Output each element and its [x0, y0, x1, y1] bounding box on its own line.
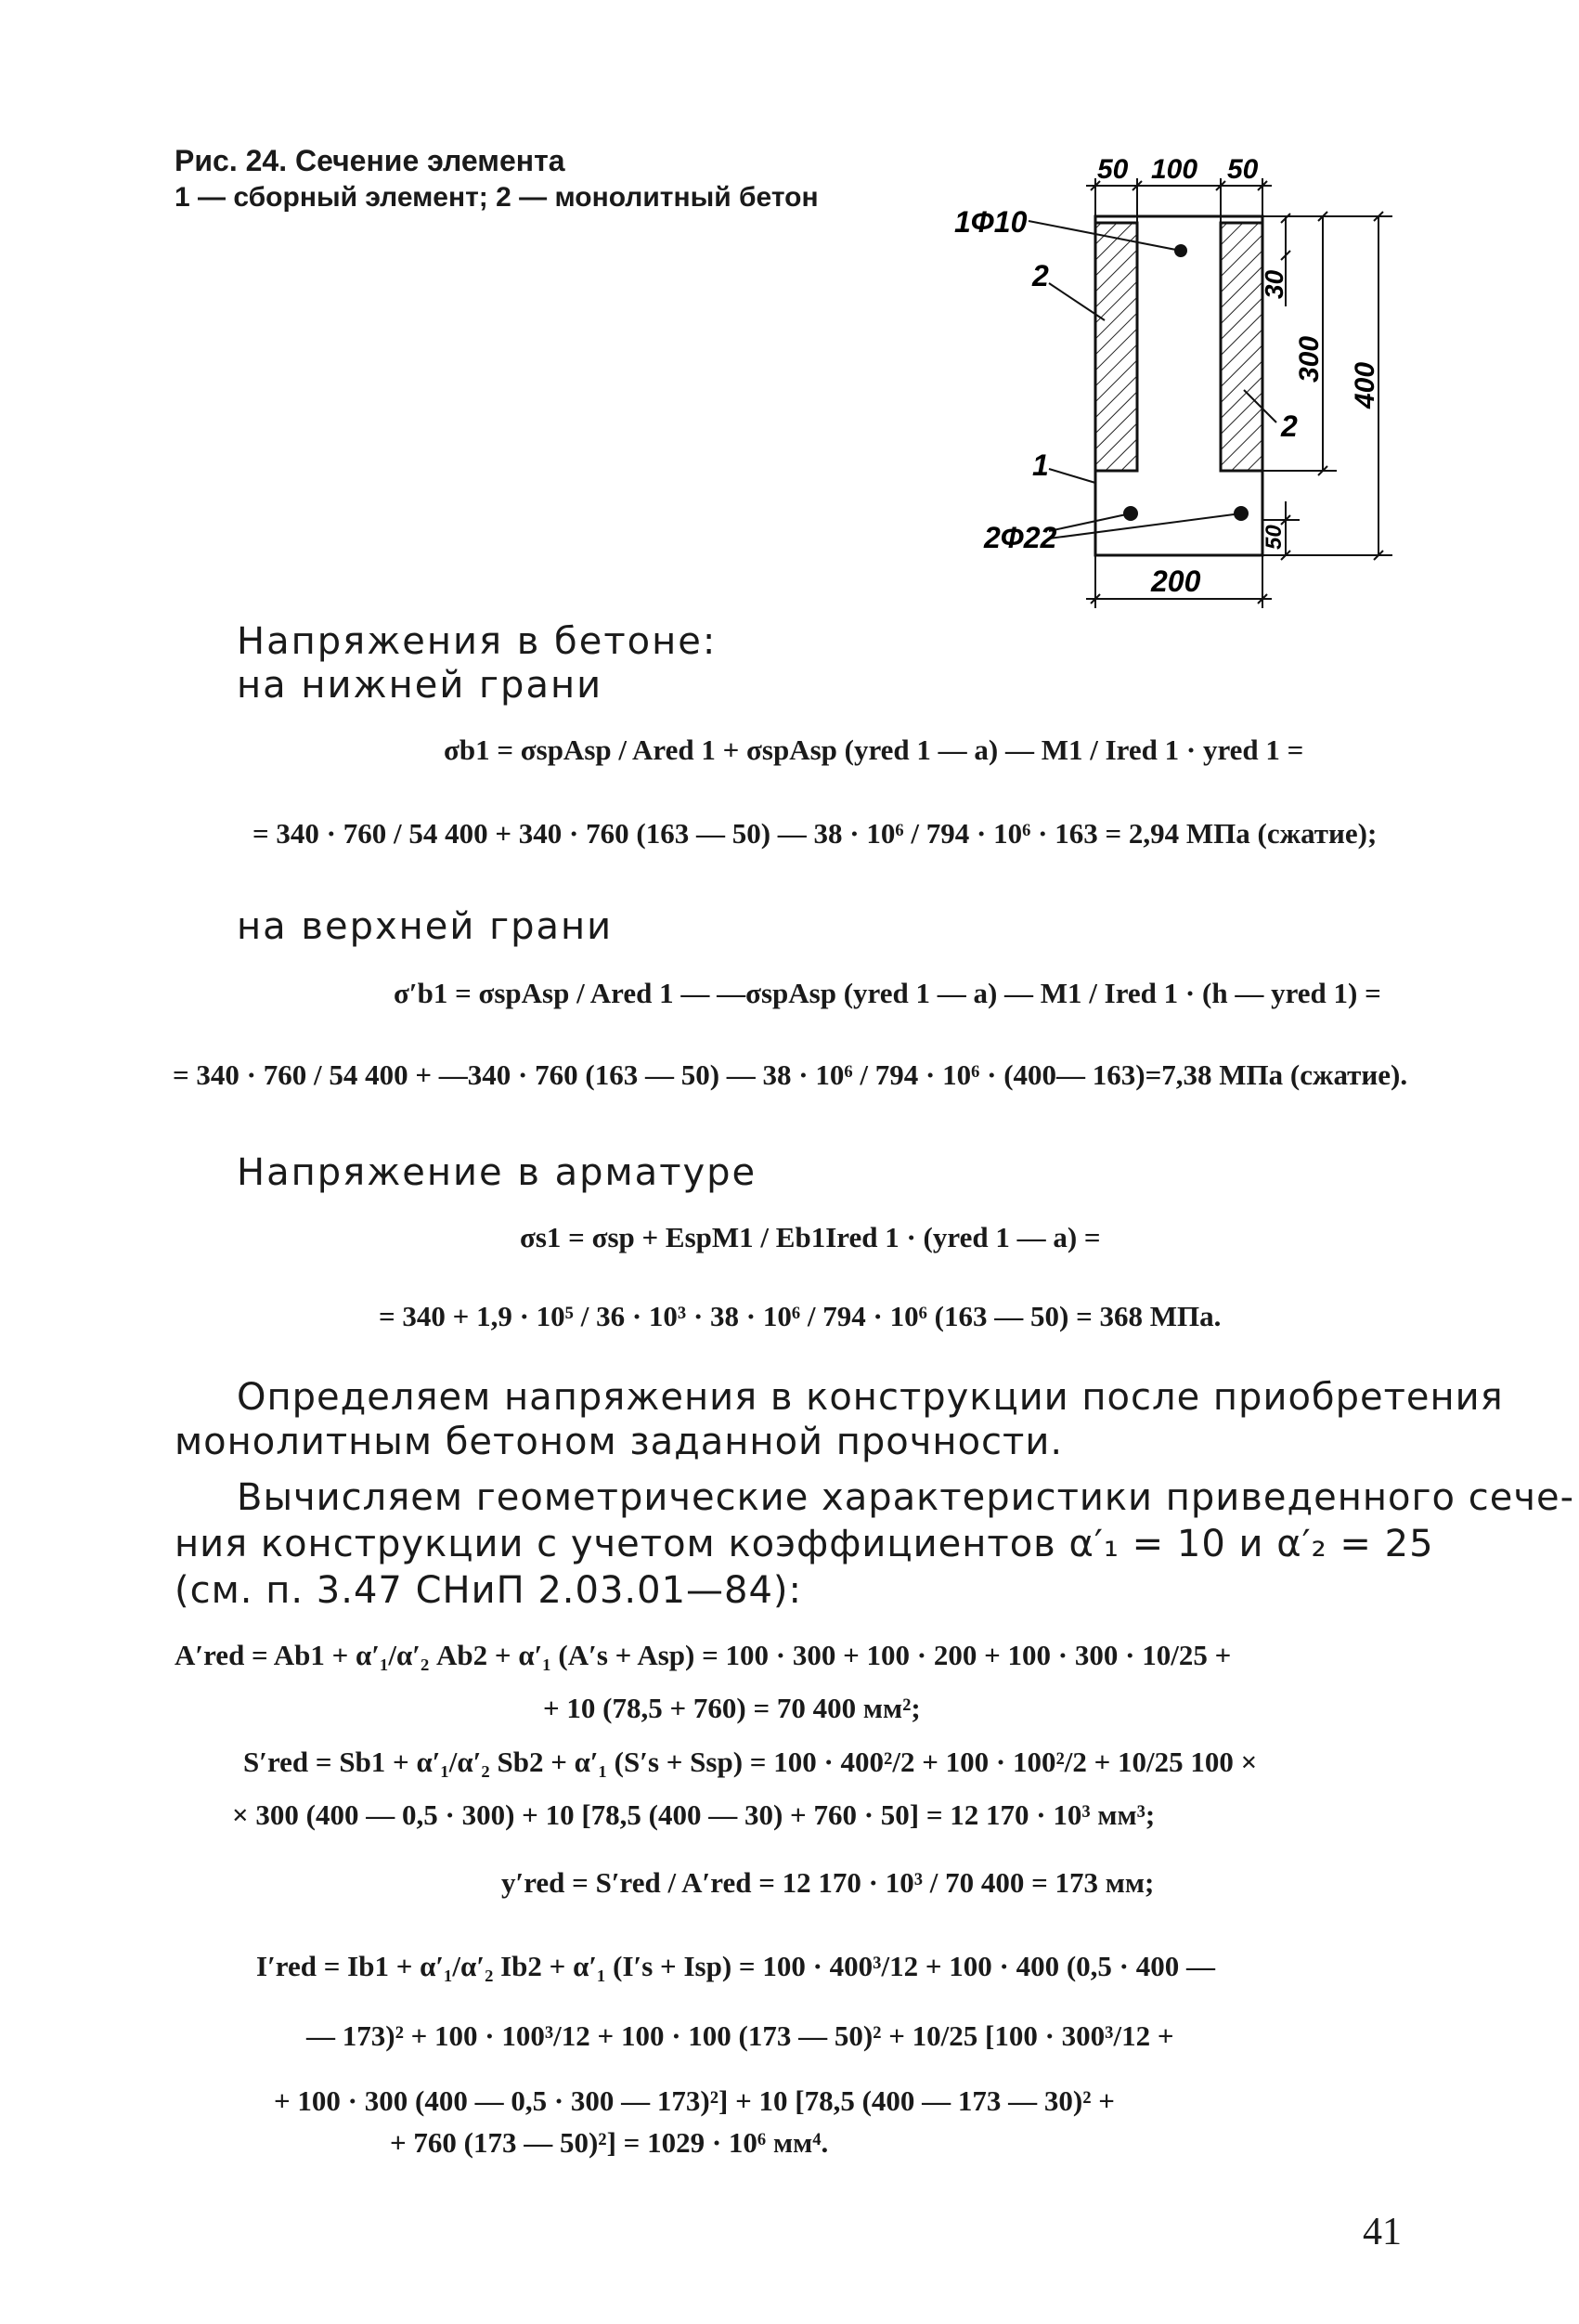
- label-top-rebar: 1Ф10: [954, 205, 1028, 239]
- monolithic-web-left: [1095, 223, 1137, 471]
- dim-top-right: 50: [1227, 154, 1259, 185]
- equation-top-face-1: σ′b1 = σspAsp / Ared 1 — —σspAsp (yred 1 — a) — M1 / Ired 1 · (h — yred 1) =: [394, 977, 1381, 1009]
- figure-title: Рис. 24. Сечение элемента: [175, 144, 565, 177]
- equation-inertia-3: + 100 · 300 (400 — 0,5 · 300 — 173)²] + 10 [78,5 (400 — 173 — 30)² +: [274, 2084, 1115, 2117]
- callout-2a: 2: [1032, 259, 1049, 292]
- page-number: 41: [1363, 2211, 1402, 2253]
- dim-50: 50: [1262, 525, 1287, 550]
- equation-inertia-1: I′red = Ib1 + α′₁/α′₂ Ib2 + α′₁ (I′s + Isp) = 100 · 400³/12 + 100 · 400 (0,5 · 400 —: [256, 1950, 1215, 1982]
- paragraph-2-line-1: Вычисляем геометрические характеристики приведенного сече-: [237, 1476, 1575, 1519]
- equation-bottom-face-1: σb1 = σspAsp / Ared 1 + σspAsp (yred 1 — a) — M1 / Ired 1 · yred 1 =: [444, 734, 1304, 766]
- label-bottom-rebar: 2Ф22: [984, 521, 1057, 554]
- equation-area-1: A′red = Ab1 + α′₁/α′₂ Ab2 + α′₁ (A′s + Asp) = 100 · 300 + 100 · 200 + 100 · 300 · 10/25 +: [175, 1639, 1232, 1671]
- equation-inertia-4: + 760 (173 — 50)²] = 1029 · 10⁶ мм⁴.: [390, 2126, 829, 2159]
- dim-top-mid: 100: [1151, 154, 1198, 185]
- equation-reinforcement-2: = 340 + 1,9 · 10⁵ / 36 · 10³ · 38 · 10⁶ / 794 · 10⁶ (163 — 50) = 368 МПа.: [379, 1300, 1222, 1332]
- monolithic-web-right: [1221, 223, 1262, 471]
- dim-30: 30: [1260, 269, 1288, 299]
- callout-1: 1: [1032, 448, 1049, 482]
- equation-static-1: S′red = Sb1 + α′₁/α′₂ Sb2 + α′₁ (S′s + Ssp) = 100 · 400²/2 + 100 · 100²/2 + 10/25 100 ×: [243, 1746, 1258, 1778]
- paragraph-1-line-2: монолитным бетоном заданной прочности.: [175, 1421, 1064, 1463]
- dim-bottom: 200: [1151, 565, 1201, 598]
- section-heading-reinforcement: Напряжение в арматуре: [237, 1151, 757, 1194]
- callout-2b: 2: [1281, 409, 1298, 443]
- equation-inertia-2: — 173)² + 100 · 100³/12 + 100 · 100 (173 — 50)² + 10/25 [100 · 300³/12 +: [306, 2019, 1174, 2052]
- section-drawing: [947, 139, 1411, 622]
- subheading-bottom-face: на нижней грани: [237, 664, 603, 707]
- dim-300: 300: [1294, 335, 1325, 383]
- equation-area-2: + 10 (78,5 + 760) = 70 400 мм²;: [543, 1692, 921, 1724]
- equation-bottom-face-2: = 340 · 760 / 54 400 + 340 · 760 (163 — 50) — 38 · 10⁶ / 794 · 10⁶ · 163 = 2,94 МПа (сжатие);: [252, 817, 1378, 850]
- equation-static-2: × 300 (400 — 0,5 · 300) + 10 [78,5 (400 — 30) + 760 · 50] = 12 170 · 10³ мм³;: [232, 1798, 1156, 1831]
- paragraph-1-line-1: Определяем напряжения в конструкции после приобретения: [237, 1376, 1504, 1419]
- paragraph-2-line-2: ния конструкции с учетом коэффициентов α′₁ = 10 и α′₂ = 25: [175, 1523, 1434, 1565]
- dim-top-left: 50: [1097, 154, 1129, 185]
- paragraph-2-line-3: (см. п. 3.47 СНиП 2.03.01—84):: [175, 1569, 803, 1612]
- dim-400: 400: [1350, 361, 1380, 409]
- section-heading-concrete: Напряжения в бетоне:: [237, 620, 718, 663]
- equation-top-face-2: = 340 · 760 / 54 400 + —340 · 760 (163 — 50) — 38 · 10⁶ / 794 · 10⁶ · (400— 163)=7,38 МПа (сжатие).: [173, 1058, 1408, 1091]
- equation-reinforcement-1: σs1 = σsp + EspM1 / Eb1Ired 1 · (yred 1 — a) =: [520, 1221, 1101, 1253]
- equation-centroid: y′red = S′red / A′red = 12 170 · 10³ / 70 400 = 173 мм;: [501, 1866, 1155, 1899]
- subheading-top-face: на верхней грани: [237, 905, 614, 948]
- figure-legend: 1 — сборный элемент; 2 — монолитный бетон: [175, 182, 819, 213]
